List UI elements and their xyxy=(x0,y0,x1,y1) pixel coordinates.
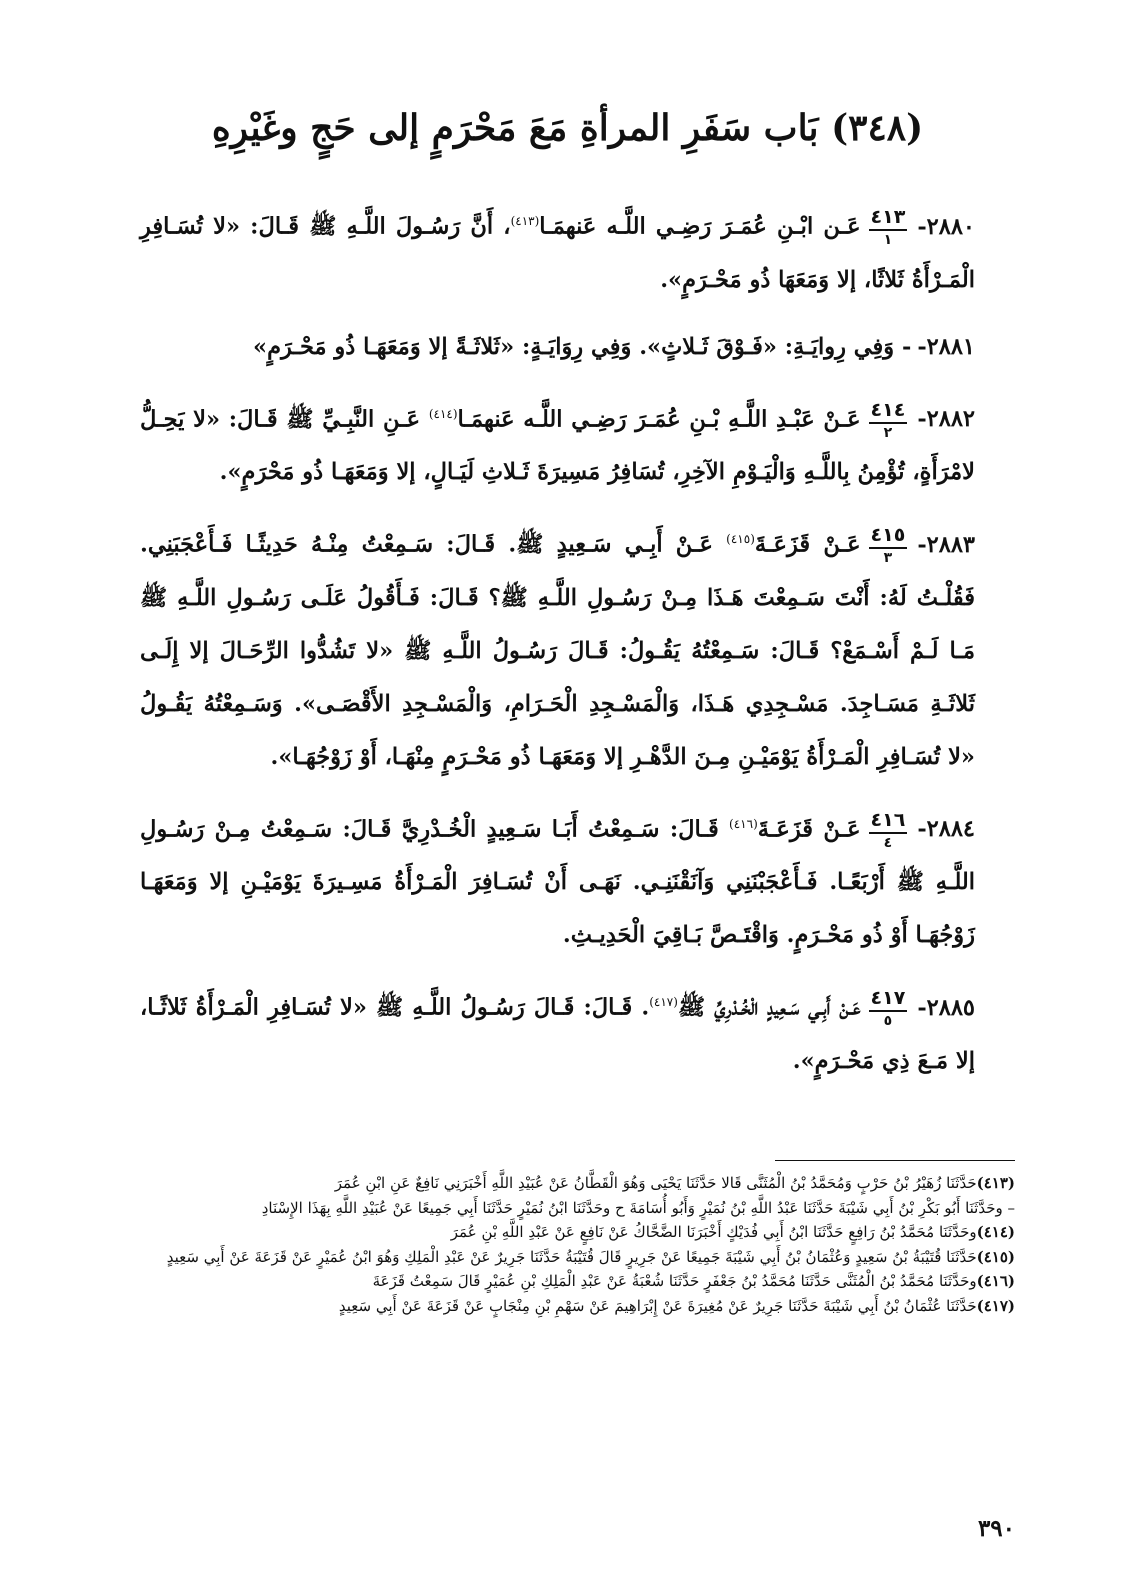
footnote-marker[interactable]: (٤١٣) xyxy=(510,214,540,228)
hadith-number: ٢٨٨١- xyxy=(917,333,975,360)
footnote xyxy=(135,1171,1015,1196)
hadith-number: ٢٨٨٢- xyxy=(917,406,975,432)
hadith-text: عَـنْ قَزَعَـةَ xyxy=(754,531,861,558)
hadith-text: عَـن ابْـنِ عُمَـرَ رَضِـي اللَّـه عَنهمَـا xyxy=(539,213,861,240)
footnote-marker[interactable]: (٤١٥) xyxy=(726,532,755,546)
hadith-text: عَـنْ أَبِـي سَـعِيدٍ ﷺ. قَـالَ: سَـمِعْتُ مِنْـهُ حَدِيثًـا فَـأَعْجَبَنِي. فَقُلْـتُ لَهُ: أَنْتَ سَـمِعْتَ هَـذَا مِـنْ رَسُـولِ اللَّـهِ ﷺ؟ قَـالَ: فَـأَقُولُ عَلَـى رَسُـولِ اللَّـهِ ﷺ مَـا لَـمْ أَسْـمَعْ؟ قَـالَ: سَـمِعْتُهُ يَقُـولُ: قَـالَ رَسُـولُ اللَّـهِ ﷺ «لا تَشُدُّوا الرِّحَـالَ إلا إِلَـى ثَلاثَـةِ مَسَـاجِدَ. مَسْـجِدِي هَـذَا، وَالْمَسْـجِدِ الْحَـرَامِ، وَالْمَسْـجِدِ الأَقْصَـى». وَسَـمِعْتُهُ يَقُـولُ «لا تُسَـافِرِ الْمَـرْأَةُ يَوْمَيْـنِ مِـنَ الدَّهْـرِ إلا وَمَعَهَـا ذُو مَحْـرَمٍ مِنْهَـا، أَوْ زَوْجُهَـا». xyxy=(140,531,975,770)
hadith-reference xyxy=(869,808,908,851)
footnotes-section xyxy=(135,1171,1015,1318)
footnote xyxy=(135,1245,1015,1270)
footnote-text: وحَدَّثَنَا مُحَمَّدُ بْنُ رَافِعٍ حَدَّثَنَا ابْنُ أَبِي فُدَيْكٍ أَخْبَرَنَا الضَّحَّاكُ عَنْ نَافِعٍ عَنْ عَبْدِ اللَّهِ بْنِ عُمَرَ xyxy=(450,1223,977,1241)
footnote-number: (٤١٤) xyxy=(976,1223,1015,1241)
hadith-number: ٢٨٨٤- xyxy=(917,816,975,842)
page-number: ٣٩٠ xyxy=(977,1515,1015,1542)
footnote-text: وحَدَّثَنَا مُحَمَّدُ بْنُ الْمُثَنَّى حَدَّثَنَا مُحَمَّدُ بْنُ جَعْفَرٍ حَدَّثَنَا شُعْبَةُ عَنْ عَبْدِ الْمَلِكِ بْنِ عُمَيْرٍ قَالَ سَمِعْتُ قَزَعَةَ xyxy=(372,1272,977,1290)
reference-sub: ١ xyxy=(883,232,893,248)
hadith-number: ٢٨٨٥- xyxy=(917,994,975,1021)
hadith-reference xyxy=(869,989,908,1028)
footnote-number: (٤١٥) xyxy=(976,1247,1015,1266)
reference-sub: ٣ xyxy=(883,550,893,566)
footnote xyxy=(135,1269,1015,1294)
hadith-reference xyxy=(869,208,908,247)
footnote xyxy=(135,1294,1015,1319)
footnote-number: (٤١٣) xyxy=(976,1174,1015,1192)
hadith-entry xyxy=(140,513,975,784)
hadith-number: ٢٨٨٠- xyxy=(917,213,975,240)
footnote-divider xyxy=(775,1160,1015,1161)
reference-sub: ٤ xyxy=(883,834,893,851)
hadith-entry xyxy=(140,195,975,307)
hadith-text: قَـالَ: سَـمِعْتُ أَبَـا سَـعِيدٍ الْخُـدْرِيَّ قَـالَ: سَـمِعْتُ مِـنْ رَسُـولِ اللَّـهِ ﷺ أَرْبَعًـا. فَـأَعْجَبْنَنِي وَآنَقْنَنِـي. نَهَـى أَنْ تُسَـافِرَ الْمَـرْأَةُ مَسِـيرَةَ يَوْمَيْـنِ إلا وَمَعَهَـا زَوْجُهَـا أَوْ ذُو مَحْـرَمٍ. وَاقْتَـصَّ بَـاقِيَ الْحَدِيـثِ. xyxy=(140,816,975,948)
reference-sub: ٥ xyxy=(883,1013,893,1029)
hadith-entry xyxy=(140,798,975,963)
hadith-text: . قَـالَ: قَـالَ رَسُـولُ اللَّـهِ ﷺ «لا تُسَـافِرِ الْمَـرْأَةُ ثَلاثًـا، إلا مَـعَ ذِي مَحْـرَمٍ». xyxy=(140,994,975,1074)
reference-main: ٤١٥ xyxy=(869,526,908,549)
footnote-text: حَدَّثَنَا قُتَيْبَةُ بْنُ سَعِيدٍ وَعُثْمَانُ بْنُ أَبِي شَيْبَةَ جَمِيعًا عَنْ جَرِيرٍ قَالَ قُتَيْبَةُ حَدَّثَنَا جَرِيرٌ عَنْ عَبْدِ الْمَلِكِ وَهُوَ ابْنُ عُمَيْرٍ عَنْ قَزَعَةَ عَنْ أَبِي سَعِيدٍ xyxy=(166,1247,977,1266)
footnote-marker[interactable]: (٤١٧) xyxy=(649,995,678,1009)
hadith-text: عَـنْ عَبْـدِ اللَّـهِ بْـنِ عُمَـرَ رَضِـي اللَّـه عَنهمَـا xyxy=(457,406,861,432)
reference-sub: ٢ xyxy=(883,424,893,441)
reference-main: ٤١٣ xyxy=(869,208,908,231)
chapter-title: (٣٤٨) بَاب سَفَرِ المرأةِ مَعَ مَحْرَمٍ إلى حَجٍ وغَيْرِهِ xyxy=(211,107,924,149)
hadith-text: عَـنْ قَزَعَـةَ xyxy=(757,816,861,842)
footnote-marker[interactable]: (٤١٤) xyxy=(428,406,458,421)
footnote-text: حَدَّثَنَا عُثْمَانُ بْنُ أَبِي شَيْبَةَ حَدَّثَنَا جَرِيرٌ عَنْ مُغِيرَةَ عَنْ إِبْرَاهِيمَ عَنْ سَهْمِ بْنِ مِنْجَابٍ عَنْ قَزَعَةَ عَنْ أَبِي سَعِيدٍ xyxy=(338,1296,977,1315)
footnote-marker[interactable]: (٤١٦) xyxy=(729,816,758,831)
hadith-text: - وَفِي رِوايَـةِ: «فَـوْقَ ثَـلاثٍ». وَفِي رِوَايَـةٍ: «ثَلاثَـةً إلا وَمَعَهَـا ذُو مَحْـرَمٍ» xyxy=(253,333,912,360)
hadith-body xyxy=(140,195,975,1102)
footnote-number: (٤١٦) xyxy=(976,1272,1015,1290)
hadith-text: عَـنْ أَبِـي سَـعِيدٍ الْخُـدْرِيِّ ﷺ xyxy=(677,994,861,1021)
hadith-entry xyxy=(140,976,975,1088)
hadith-reference xyxy=(869,398,908,441)
footnote-number: (٤١٧) xyxy=(976,1296,1015,1315)
hadith-text: عَـنِ النَّبِـيِّ ﷺ قَـالَ: «لا يَحِـلُّ لامْرَأَةٍ، تُؤْمِنُ بِاللَّـهِ وَالْيَـوْمِ الآخِرِ، تُسَافِرُ مَسِيرَةَ ثَـلاثِ لَيَـالٍ، إلا وَمَعَهَـا ذُو مَحْرَمٍ». xyxy=(140,406,975,485)
reference-main: ٤١٤ xyxy=(869,401,908,424)
hadith-reference xyxy=(869,526,908,565)
hadith-number: ٢٨٨٣- xyxy=(917,531,975,558)
reference-main: ٤١٦ xyxy=(869,811,908,834)
hadith-entry xyxy=(140,321,975,374)
footnote-text: حَدَّثَنَا زُهَيْرُ بْنُ حَرْبٍ وَمُحَمَّدُ بْنُ الْمُثَنَّى قَالا حَدَّثَنَا يَحْيَى وَهُوَ الْقَطَّانُ عَنْ عُبَيْدِ اللَّهِ أَخْبَرَنِي نَافِعٌ عَنِ ابْنِ عُمَرَ xyxy=(334,1174,977,1192)
footnote-continuation: – وحَدَّثَنَا أَبُو بَكْرِ بْنُ أَبِي شَيْبَةَ حَدَّثَنَا عَبْدُ اللَّهِ بْنُ نُمَيْرٍ وَأَبُو أُسَامَةَ ح وحَدَّثَنَا ابْنُ نُمَيْرٍ حَدَّثَنَا أَبِي جَمِيعًا عَنْ عُبَيْدِ اللَّهِ بِهَذَا الإِسْنَادِ xyxy=(261,1198,1015,1217)
hadith-entry xyxy=(140,388,975,500)
footnote xyxy=(135,1220,1015,1245)
reference-main: ٤١٧ xyxy=(869,989,908,1012)
hadith-text: ، أَنَّ رَسُـولَ اللَّـهِ ﷺ قَـالَ: «لا تُسَـافِرِ الْمَـرْأَةُ ثَلاثًا، إلا وَمَعَهَا ذُو مَحْـرَمٍ». xyxy=(140,213,975,293)
